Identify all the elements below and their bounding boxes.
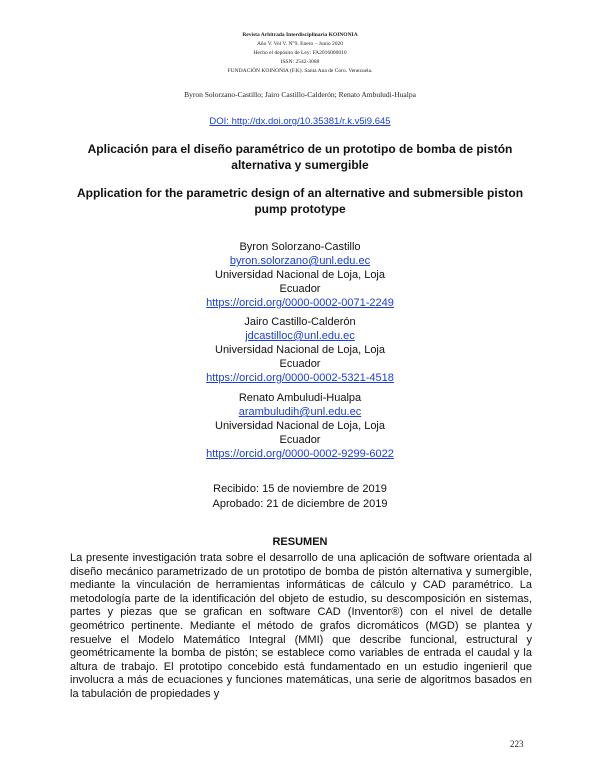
- received-date: Recibido: 15 de noviembre de 2019: [213, 483, 387, 495]
- author-country: Ecuador: [279, 358, 321, 370]
- journal-name: Revista Arbitrada Interdisciplinaria KOINONIA: [242, 32, 358, 38]
- doi-link[interactable]: DOI: http://dx.doi.org/10.35381/r.k.v5i9.645: [209, 116, 391, 127]
- approved-date: Aprobado: 21 de diciembre de 2019: [212, 498, 388, 510]
- author-email[interactable]: jdcastilloc@unl.edu.ec: [245, 330, 355, 342]
- author-1: [0, 240, 600, 310]
- author-2: [0, 315, 600, 385]
- author-3: [0, 391, 600, 461]
- legal-deposit: Hecho el depósito de Ley: FA2016000010: [253, 50, 347, 56]
- journal-issue: Año V. Vol V. N°9. Enero – Junio 2020: [256, 41, 344, 47]
- author-email[interactable]: byron.solorzano@unl.edu.ec: [229, 255, 371, 267]
- author-country: Ecuador: [279, 434, 321, 446]
- abstract-body: La presente investigación trata sobre el desarrollo de una aplicación de software orientada al diseño mecánico parametrizado de un prototipo de bomba de pistón alternativa y sumergible, mediante la vinculación de herramientas informáticas de cálculo y CAD paramétrico. La metodología parte de la identificación del objeto de estudio, su descomposición en sistemas, partes y piezas que se grafican en software CAD (Inventor®) con el nivel de detalle geométrico pertinente. Mediante el método de grafos dicromáticos (MGD) se plantea y resuelve el Modelo Matemático Integral (MMI) que describe funcional, estructural y geométricamente la bomba de pistón; se establece como variables de entrada el caudal y la altura de trabajo. El prototipo concebido está fundamentado en un estudio ingenieril que involucra a más de ecuaciones y funciones matemáticas, una serie de algoritmos basados en la tabulación de propiedades y: [70, 552, 532, 700]
- author-country: Ecuador: [279, 283, 321, 295]
- author-name: Jairo Castillo-Calderón: [244, 316, 356, 328]
- foundation: FUNDACIÓN KOINONIA (F.K). Santa Ana de Coro. Venezuela.: [227, 68, 373, 74]
- author-affiliation: Universidad Nacional de Loja, Loja: [215, 344, 385, 356]
- author-email[interactable]: arambuludih@unl.edu.ec: [238, 406, 362, 418]
- abstract-heading: RESUMEN: [272, 536, 328, 548]
- author-orcid[interactable]: https://orcid.org/0000-0002-0071-2249: [206, 297, 394, 309]
- author-orcid[interactable]: https://orcid.org/0000-0002-9299-6022: [206, 448, 394, 460]
- author-name: Byron Solorzano-Castillo: [239, 241, 361, 253]
- author-affiliation: Universidad Nacional de Loja, Loja: [215, 420, 385, 432]
- title-english: Application for the parametric design of an alternative and submersible piston pump prototype: [76, 186, 524, 216]
- title-spanish: Aplicación para el diseño paramétrico de un prototipo de bomba de pistón alternativa y sumergible: [87, 142, 513, 172]
- running-authors: Byron Solorzano-Castillo; Jairo Castillo-Calderón; Renato Ambuludi-Hualpa: [184, 90, 416, 99]
- author-orcid[interactable]: https://orcid.org/0000-0002-5321-4518: [206, 372, 394, 384]
- page-number: 223: [510, 739, 524, 749]
- author-name: Renato Ambuludi-Hualpa: [238, 392, 362, 404]
- author-affiliation: Universidad Nacional de Loja, Loja: [215, 269, 385, 281]
- issn: ISSN: 2542-3088: [280, 59, 320, 65]
